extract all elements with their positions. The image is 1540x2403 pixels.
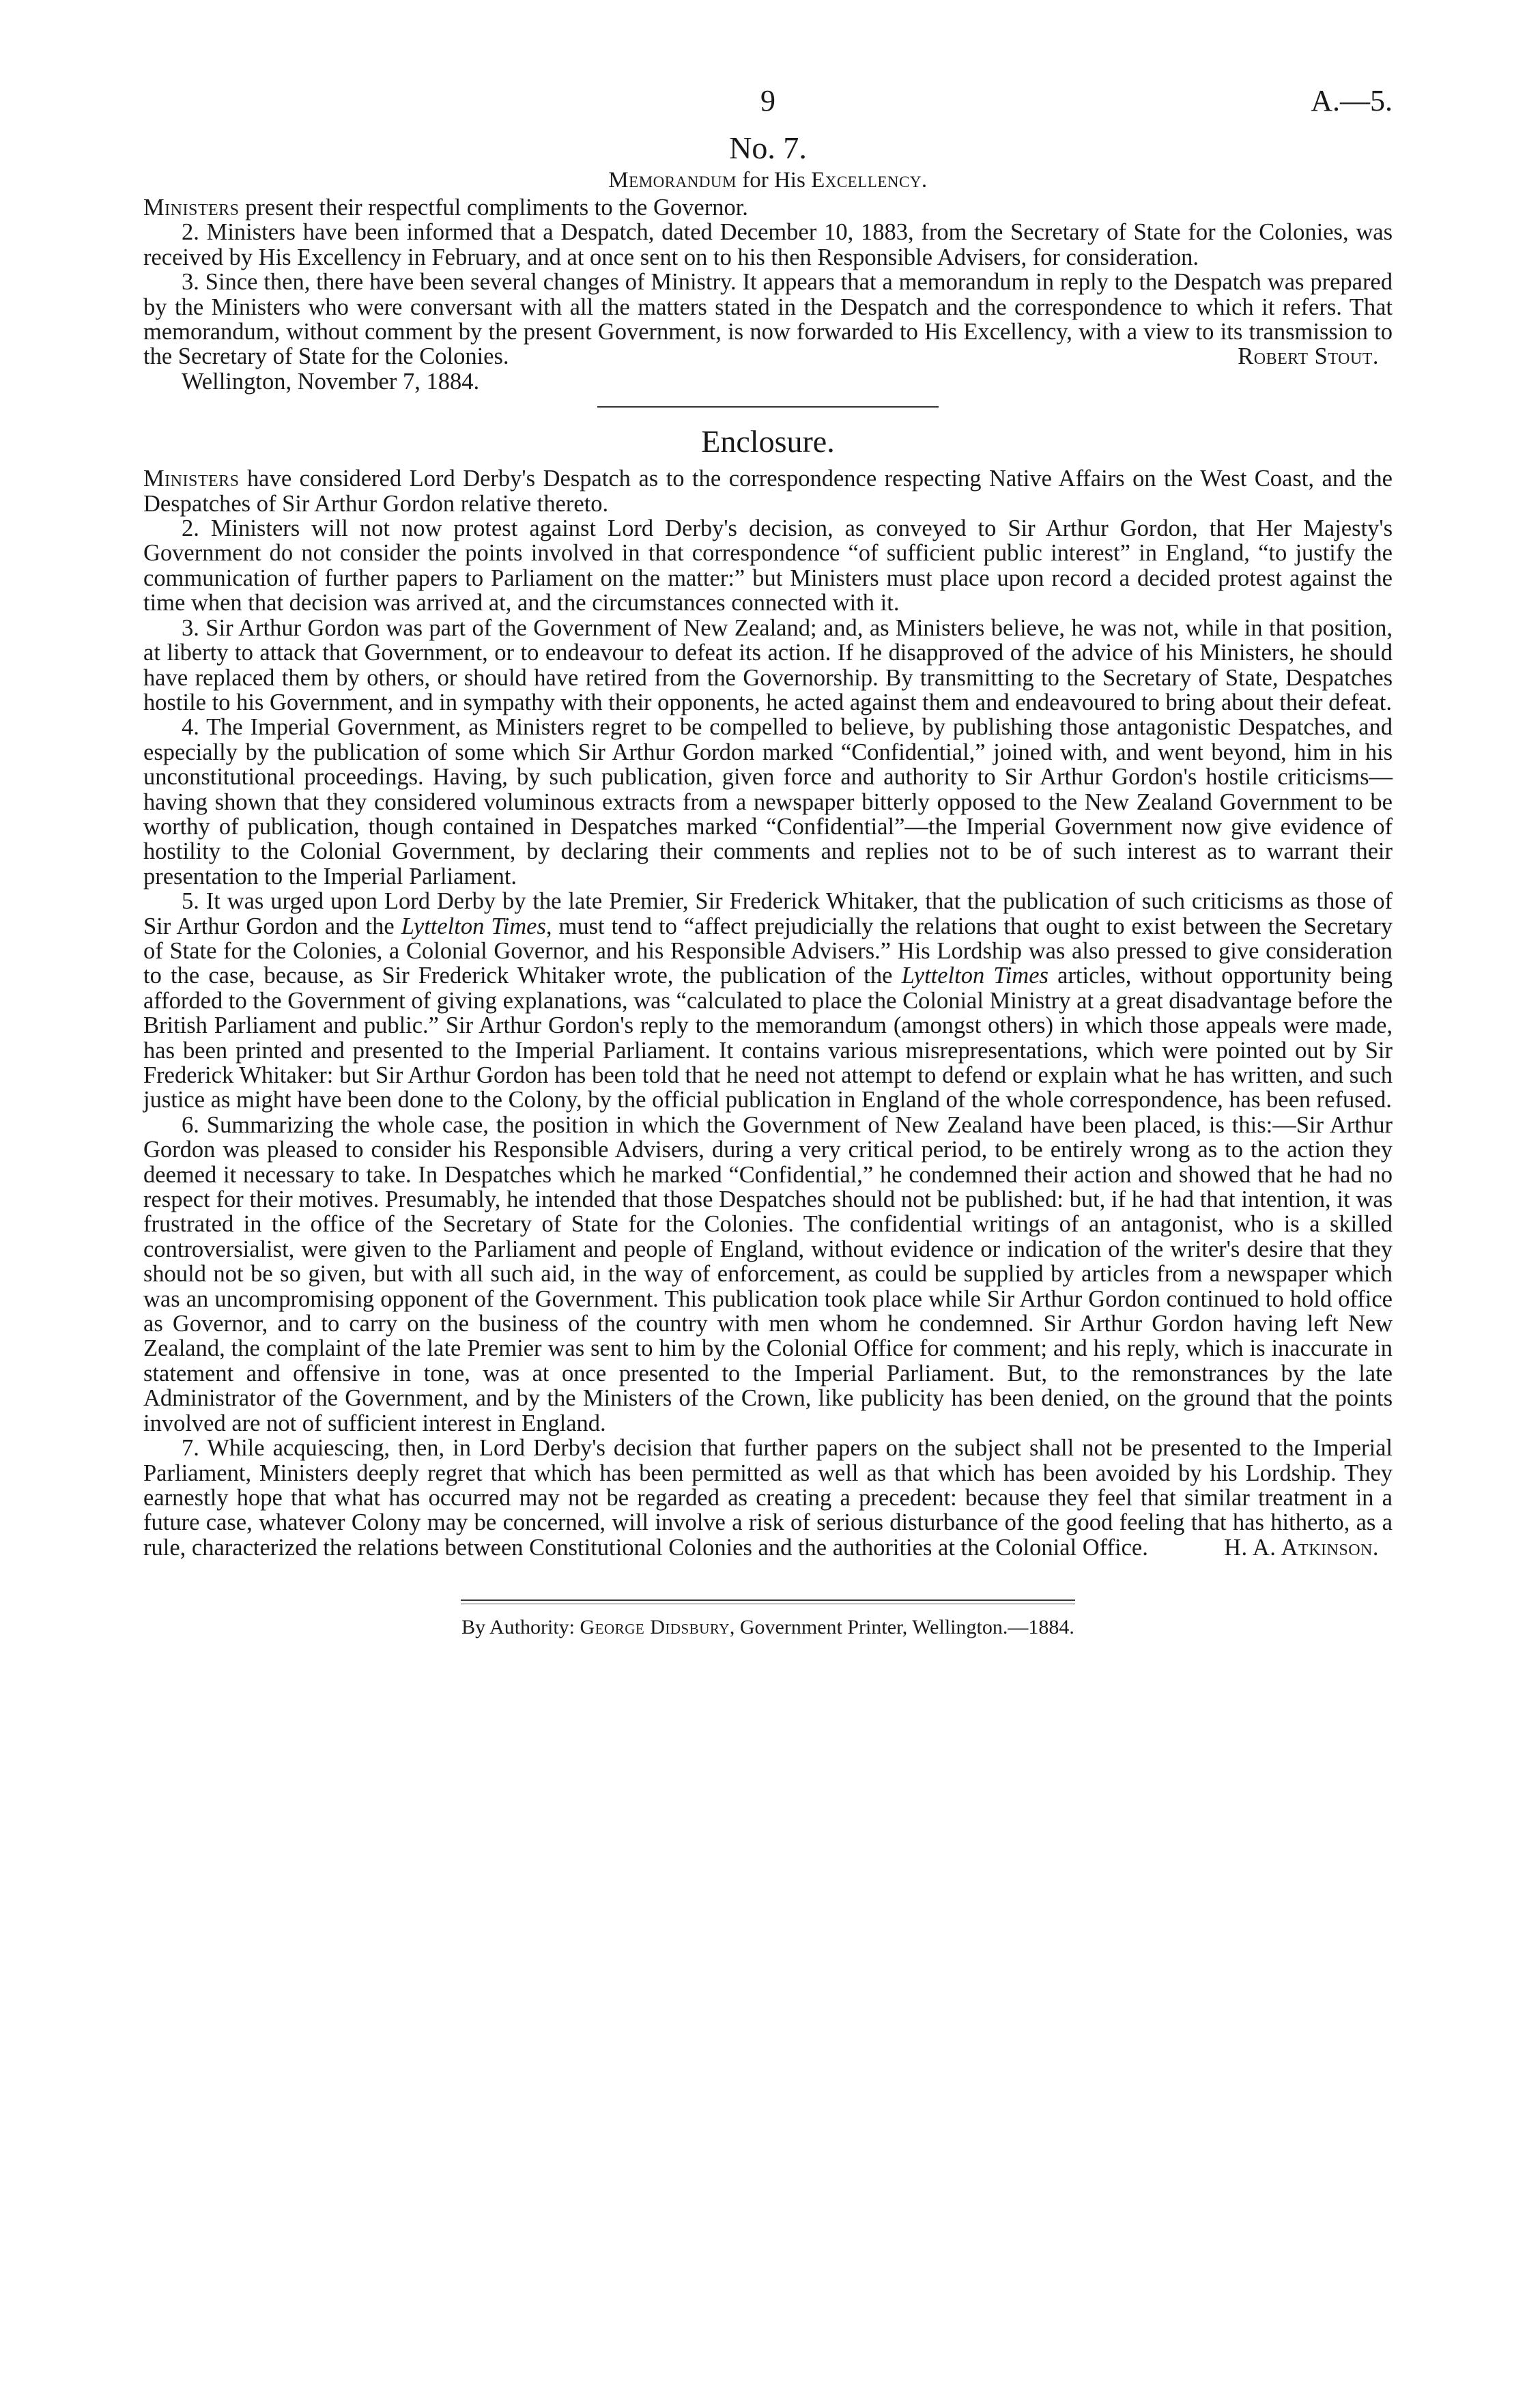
enclosure-paragraph-5 [143, 889, 1393, 1113]
memo-p1-lead: Ministers [143, 195, 240, 221]
enclosure-signature: H. A. Atkinson. [1224, 1534, 1379, 1561]
memo-p1-rest: present their respectful compliments to the Governor. [239, 195, 748, 221]
memo-signature: Robert Stout. [1238, 343, 1379, 370]
memo-paragraph-1 [143, 195, 1393, 220]
memo-place-date: Wellington, November 7, 1884. [182, 368, 480, 395]
enclosure-paragraph-3: 3. Sir Arthur Gordon was part of the Government of New Zealand; and, as Ministers believe, he was not, while in that position, at liberty to attack that Government, or to endeavour to defeat its action. If he disapproved of the advice of his Ministers, he should have replaced them by others, or should have retired from the Governorship. By transmitting to the Secretary of State, Despatches hostile to his Government, and in sympathy with their opponents, he acted against them and endeavoured to bring about their defeat. [143, 614, 1393, 715]
memo-title-mid: for His [736, 168, 812, 193]
memo-paragraph-2: 2. Ministers have been informed that a Despatch, dated December 10, 1883, from the Secretary of State for the Colonies, was received by His Excellency in February, and at once sent on to his then Responsible Advisers, for consideration. [143, 219, 1393, 270]
document-page [143, 84, 1393, 1640]
enclosure-p5-a: 5. It was urged upon Lord Derby by the late Premier, Sir Frederick Whitaker, that the publication of such criticisms as those of Sir Arthur Gordon and the [143, 888, 1393, 939]
enclosure-paragraph-7: 7. While acquiescing, then, in Lord Derby's decision that further papers on the subject shall not be presented to the Imperial Parliament, Ministers deeply regret that which has been permitted as well as that which has been avoided by his Lordship. They earnestly hope that what has occurred may not be regarded as creating a precedent: because they feel that similar treatment in a future case, whatever Colony may be concerned, will involve a risk of serious disturbance of the good feeling that has hitherto, as a rule, characterized the relations between Constitutional Colonies and the authorities at the Colonial Office. [143, 1435, 1393, 1561]
section-divider [597, 406, 939, 408]
memo-paragraph-3 [143, 270, 1393, 369]
memo-p3-text: 3. Since then, there have been several changes of Ministry. It appears that a memorandum in reply to the Despatch was prepared by the Ministers who were conversant with all the matters stated in the Despatch and the correspondence to which it refers. That memorandum, without comment by the present Government, is now forwarded to His Excellency, with a view to its transmission to the Secretary of State for the Colonies. [143, 269, 1393, 370]
memo-title-word: Memorandum [608, 168, 737, 193]
enclosure-heading: Enclosure. [701, 424, 835, 459]
footer-rule [461, 1599, 1075, 1601]
enclosure-p5-c: articles, without opportunity being afforded to the Government of giving explanations, was “calculated to place the Colonial Ministry at a great disadvantage before the British Parliament and public.” Sir Arthur Gordon's reply to the memorandum (amongst others) in which those appeals were made, has been printed and presented to the Imperial Parliament. It contains various misrepresentations, which were pointed out by Sir Frederick Whitaker: but Sir Arthur Gordon has been told that he need not attempt to defend or explain what he has written, and such justice as might have been done to the Colony, by the official publication in England of the whole correspondence, has been refused. [143, 963, 1393, 1113]
enclosure-paragraph-2: 2. Ministers will not now protest against Lord Derby's decision, as conveyed to Sir Arthur Gordon, that Her Majesty's Government do not consider the points involved in that correspondence “of sufficient public interest” in England, “to justify the communication of further papers to Parliament on the matter:” but Ministers must place upon record a decided protest against the time when that decision was arrived at, and the circumstances connected with it. [143, 515, 1393, 616]
enclosure-p5-b: must tend to “affect prejudicially the relations that ought to exist between the Secretary of State for the Colonies, a Colonial Governor, and his Responsible Advisers.” His Lordship was also pressed to give consideration to the case, because, as Sir Frederick Whitaker wrote, the publication of the [143, 913, 1393, 989]
enclosure-paragraph-4: 4. The Imperial Government, as Ministers regret to be compelled to believe, by publishing those antagonistic Despatches, and especially by the publication of some which Sir Arthur Gordon marked “Confidential,” joined with, and went beyond, him in his unconstitutional proceedings. Having, by such publication, given force and authority to Sir Arthur Gordon's hostile criticisms—having shown that they considered voluminous extracts from a newspaper bitterly opposed to the New Zealand Government to be worthy of publication, though contained in Despatches marked “Confidential”—the Imperial Government now give evidence of hostility to the Colonial Government, by declaring their comments and replies not to be of such interest as to warrant their presentation to the Imperial Parliament. [143, 714, 1393, 890]
enclosure-p1-lead: Ministers [143, 466, 240, 492]
page-number: 9 [760, 84, 775, 117]
document-reference: A.—5. [1311, 84, 1393, 117]
enclosure-p1-rest: have considered Lord Derby's Despatch as to the correspondence respecting Native Affairs on the West Coast, and the Despatches of Sir Arthur Gordon relative thereto. [143, 466, 1393, 517]
imprint-rest: , Government Printer, Wellington.—1884. [729, 1616, 1074, 1639]
enclosure-paragraph-1 [143, 466, 1393, 516]
memo-number: No. 7. [729, 130, 807, 165]
memo-title-end: Excellency. [811, 168, 928, 193]
enclosure-paragraph-6: 6. Summarizing the whole case, the position in which the Government of New Zealand have been placed, is this:—Sir Arthur Gordon was pleased to consider his Responsible Advisers, during a very critical period, to be entirely wrong as to the action they deemed it necessary to take. In Despatches which he marked “Confidential,” he condemned their action and showed that he had no respect for their motives. Presumably, he intended that those Despatches should not be published: but, if he had that intention, it was frustrated in the office of the Secretary of State for the Colonies. The confidential writings of an antagonist, who is a skilled controversialist, were given to the Parliament and people of England, without evidence or indication of the writer's desire that they should not be so given, but with all such aid, in the way of enforcement, as could be supplied by articles from a newspaper which was an uncompromising opponent of the Government. This publication took place while Sir Arthur Gordon continued to hold office as Governor, and to carry on the business of the country with men whom he condemned. Sir Arthur Gordon having left New Zealand, the complaint of the late Premier was sent to him by the Colonial Office for comment; and his reply, which is inaccurate in statement and offensive in tone, was at once presented to the Imperial Parliament. But, to the remonstrances by the late Administrator of the Government, and by the Ministers of the Crown, like publicity has been denied, on the ground that the points involved are not of sufficient interest in England. [143, 1111, 1393, 1436]
newspaper-title: Lyttelton Times, [401, 913, 552, 939]
page-header [143, 84, 1393, 127]
printer-imprint [143, 1615, 1393, 1640]
imprint-lead: By Authority: [461, 1616, 580, 1639]
memo-title [143, 167, 1393, 194]
newspaper-title: Lyttelton Times [901, 963, 1049, 989]
imprint-printer: George Didsbury [580, 1616, 730, 1639]
